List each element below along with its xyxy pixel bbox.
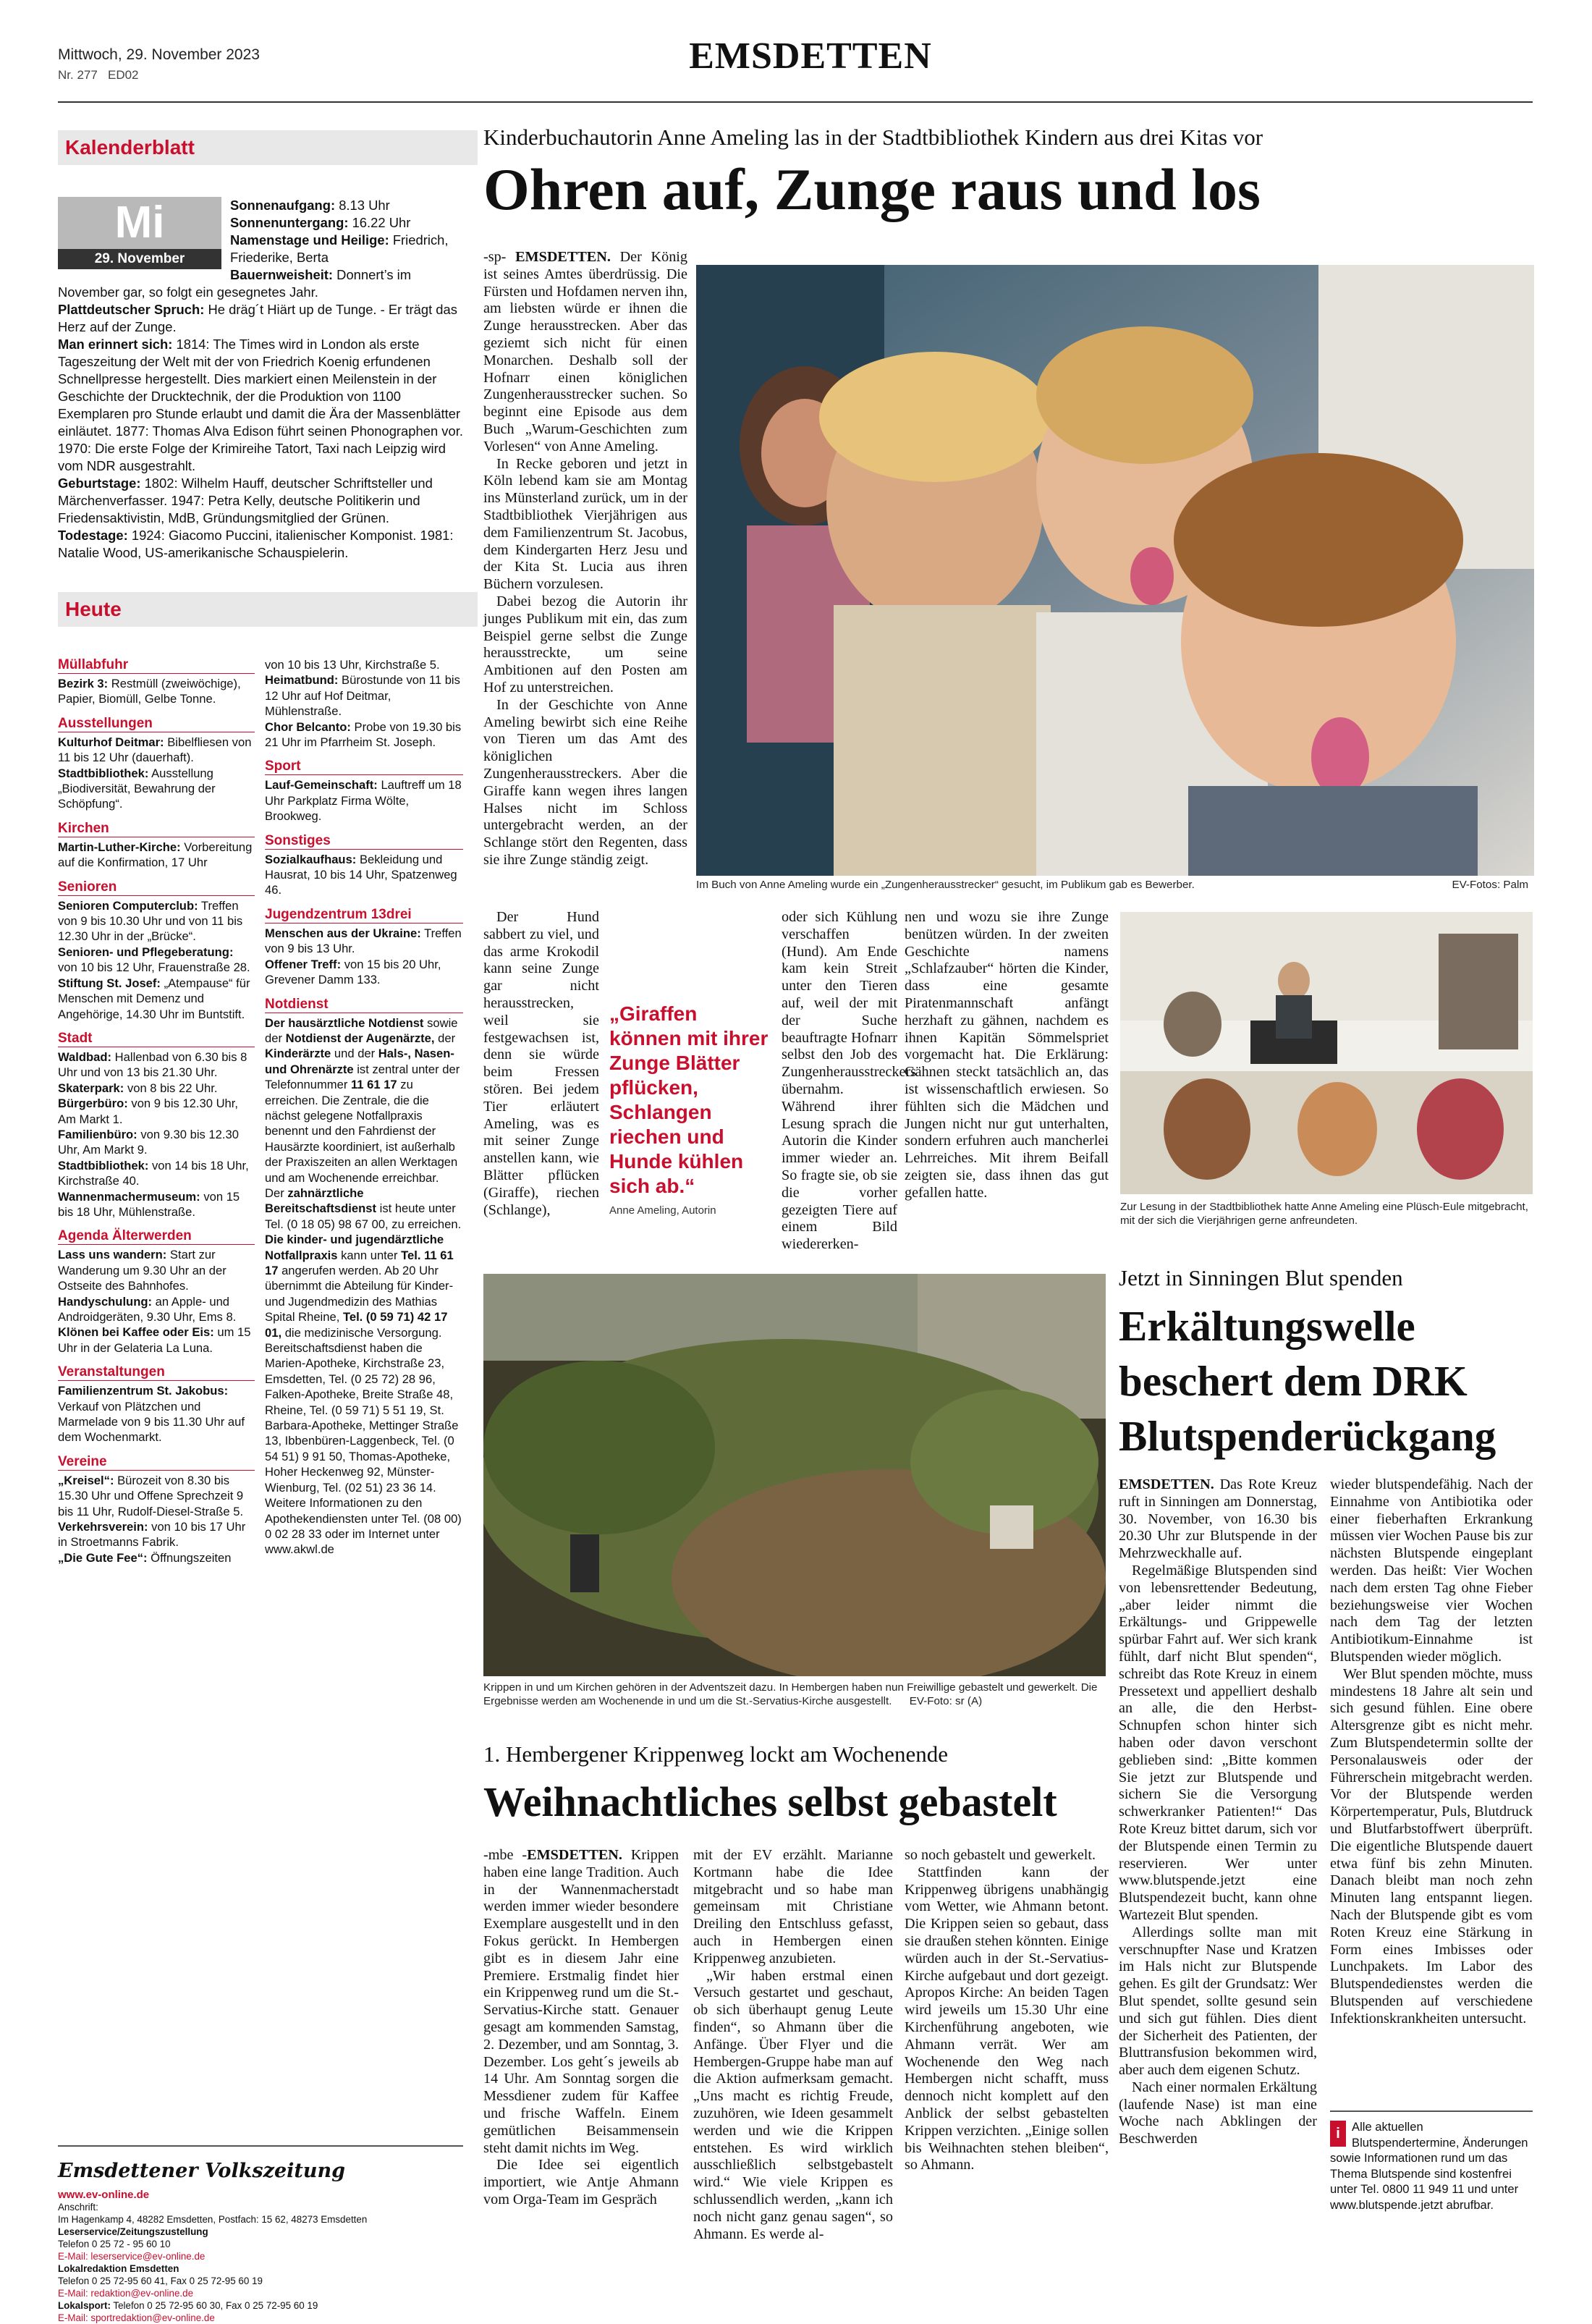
- reading-session-photo: [1120, 912, 1533, 1194]
- section-title: EMSDETTEN: [689, 35, 932, 77]
- pull-quote-author: Anne Ameling, Autorin: [609, 1204, 716, 1217]
- kalenderblatt-body: [58, 197, 463, 562]
- krippe-column-2: mit der EV erzählt. Marianne Kortmann habe die Idee mitgebracht und so habe man gemeinsam mit Christiane Dreiling den Entschluss gefasst, auch in Hembergen einen Krippenweg anzubieten. „Wir haben erstmal einen Versuch gestartet und geschaut, ob sich überhaupt genug Leute finden“, so Ahmann über die Anfänge. Über Flyer und die Hembergen-Gruppe habe man auf die Aktion aufmerksam gemacht. „Uns macht es richtig Freude, zuzuhören, wie Ideen gesammelt werden und wie die Krippen entstehen. Es wird wirklich ausschließlich selbstgebastelt wird.“ Wie viele Krippen es schlussendlich werden, „kann ich noch nicht ganz genau sagen“, so Ahmann. Es werde al-: [693, 1847, 893, 2242]
- photo-caption-1: Im Buch von Anne Ameling wurde ein „Zungenherausstrecker“ gesucht, im Publikum gab es Bewerber. EV-Fotos: Palm: [696, 879, 1528, 891]
- krippe-kicker: 1. Hembergener Krippenweg lockt am Wochenende: [483, 1741, 948, 1767]
- article-headline: Ohren auf, Zunge raus und los: [483, 156, 1261, 222]
- imprint-rule: [58, 2145, 463, 2147]
- children-tongues-photo: [696, 265, 1534, 876]
- pull-quote: [609, 1002, 774, 1217]
- issue-date: Mittwoch, 29. November 2023: [58, 46, 260, 63]
- masthead-dateline: [58, 45, 260, 85]
- info-box: [1330, 2119, 1533, 2213]
- masthead-rule: [58, 101, 1533, 103]
- photo-credit-3: EV-Foto: sr (A): [909, 1695, 983, 1707]
- heute-column-1: Müllabfuhr Bezirk 3: Restmüll (zweiwöchige), Papier, Biomüll, Gelbe Tonne. Ausstellungen Kulturhof Deitmar: Bibelfliesen von 11 bis 12 Uhr (dauerhaft). Stadtbibliothek: Ausstellung „Biodiversität, Bewahrung der Schöpfung“. Kirchen Martin-Luther-Kirche: Vorbereitung auf die Konfirmation, 17 Uhr Senioren Senioren Computerclub: Treffen von 9 bis 10.30 Uhr und von 11 bis 12.30 Uhr in der „Brücke“. Senioren- und Pflegeberatung: von 10 bis 12 Uhr, Frauenstraße 28. Stiftung St. Josef: „Atempause“ für Menschen mit Demenz und Angehörige, 14.30 Uhr im Buntstift. Stadt Waldbad: Hallenbad von 6.30 bis 8 Uhr und von 13 bis 21.30 Uhr. Skaterpark: von 8 bis 22 Uhr. Bürgerbüro: von 9 bis 12.30 Uhr, Am Markt 1. Familienbüro: von 9.30 bis 12.30 Uhr, Am Markt 9. Stadtbibliothek: von 14 bis 18 Uhr, Kirchstraße 40. Wannenmachermuseum: von 15 bis 18 Uhr, Mühlenstraße. Agenda Älterwerden Lass uns wandern: Start zur Wanderung um 9.30 Uhr an der Ostseite des Bahnhofes. Handyschulung: an Apple- und Androidgeräten, 9.30 Uhr, Ems 8. Klönen bei Kaffee oder Eis: um 15 Uhr in der Gelateria La Luna. Veranstaltungen Familienzentrum St. Jakobus: Verkauf von Plätzchen und Marmelade von 9 bis 11.30 Uhr auf dem Wochenmarkt. Vereine „Kreisel“: Bürozeit von 8.30 bis 15.30 Uhr und Offene Sprechzeit 9 bis 11 Uhr, Rudolf-Diesel-Straße 5. Verkehrsverein: von 10 bis 17 Uhr in Stroetmanns Fabrik. „Die Gute Fee“: Öffnungszeiten: [58, 657, 255, 1565]
- article-column-1: -sp- EMSDETTEN. Der König ist seines Amtes überdrüssig. Die Fürsten und Hofdamen nerven ihn, am liebsten würde er ihnen die Zunge herausstrecken. Aber das geziemt sich nicht für einen Monarchen. Deshalb soll der Hofnarr einen königlichen Zungenherausstrecker suchen. So beginnt eine Episode aus dem Buch „Warum-Geschichten zum Vorlesen“ von Anne Ameling. In Recke geboren und jetzt in Köln lebend kam sie am Montag ins Münsterland zurück, um in der Stadtbibliothek Vierjährigen aus dem Familienzentrum St. Jacobus, dem Kindergarten Herz Jesu und der Kita St. Lucia aus ihren Büchern vorzulesen. Dabei bezog die Autorin ihr junges Publikum mit ein, das zum Beispiel gerne selbst die Zunge herausstreckte, um seine Ambitionen auf den Posten am Hof zu unterstreichen. In der Geschichte von Anne Ameling bewirbt sich eine Reihe von Tieren um das Amt des königlichen Zungenherausstreckers. Aber die Giraffe kann wegen ihres langen Halses nicht im Schloss untergebracht werden, an der Schlange stört den Regenten, dass sie ihre Zunge ständig zeigt.: [483, 249, 688, 868]
- blut-kicker: Jetzt in Sinningen Blut spenden: [1119, 1265, 1403, 1290]
- article-column-1-continued: Der Hund sabbert zu viel, und das arme Krokodil kann seine Zunge gar nicht herausstrecken, weil sie festgewachsen ist, denn sie würde beim Fressen stören. Bei jedem Tier erläutert Ameling, was es mit seiner Zunge anstellen kann, wie Blätter pflücken (Giraffe), riechen (Schlange),: [483, 909, 599, 1218]
- photo-caption-2: Zur Lesung in der Stadtbibliothek hatte Anne Ameling eine Plüsch-Eule mitgebracht, mit der sich die Vierjährigen gerne anfreundeten.: [1120, 1201, 1528, 1227]
- calendar-date: 29. November: [58, 249, 221, 269]
- blut-column-1: EMSDETTEN. Das Rote Kreuz ruft in Sinningen am Donnerstag, 30. November, von 16.30 bis 20.30 Uhr zur Blutspende in der Mehrzweckhalle auf. Regelmäßige Blutspenden sind von lebensrettender Bedeutung, „aber leider nimmt die Erkältungs- und Grippewelle spürbar Fahrt auf. Wer sich krank fühlt, darf nicht Blut spenden“, schreibt das Rote Kreuz in einem Pressetext und appelliert deshalb an alle, die den Herbst-Schnupfen schon hinter sich haben oder davon verschont geblieben sind: „Bitte kommen Sie jetzt zur Blutspende und sichern Sie die Versorgung schwerkranker Patienten!“ Das Rote Kreuz bittet darum, sich vor der Blutspende einen Termin zu reservieren. Wer unter www.blutspende.jetzt eine Blutspendezeit bucht, kann ohne Wartezeit Blut spenden. Allerdings sollte man mit verschnupfter Nase und Kratzen im Hals nicht zur Blutspende gehen. Es gilt der Grundsatz: Wer Blut spendet, sollte gesund sein und sich gut fühlen. Dies dient der Sicherheit des Patienten, der Bluttransfusion bekommen wird, aber auch dem eigenen Schutz. Nach einer normalen Erkältung (laufende Nase) ist man eine Woche nach Abklingen der Beschwerden: [1119, 1476, 1317, 2147]
- blut-headline: Erkältungswelle beschert dem DRK Blutspenderückgang: [1119, 1302, 1496, 1460]
- info-icon: i: [1330, 2121, 1346, 2147]
- newspaper-logo: Emsdettener Volkszeitung: [58, 2160, 345, 2182]
- article-column-2: oder sich Kühlung verschaffen (Hund). Am Ende kam kein Streit unter den Tieren auf, weil der mit der Suche beauftragte Hofnarr selbst den Job des Zungenherausstreckers übernahm. Während ihrer Lesung sprach die Autorin die Kinder immer wieder an. So fragte sie, ob sie die vorher gezeigten Tiere auf einem Bild wiedererken-: [782, 909, 917, 1253]
- pull-quote-text: „Giraffen können mit ihrer Zunge Blätter pflücken, Schlangen riechen und Hunde kühlen sich ab.“: [609, 1002, 769, 1197]
- photo-caption-3: Krippen in und um Kirchen gehören in der Adventszeit dazu. In Hembergen haben nun Freiwillige gebastelt und gewerkelt. Die Ergebnisse werden am Wochenende in und um die St.-Servatius-Kirche ausgestellt. EV-Foto: sr (A): [483, 1681, 1098, 1707]
- nativity-scene-photo: [483, 1274, 1106, 1676]
- krippe-headline: Weihnachtliches selbst gebastelt: [483, 1778, 1057, 1825]
- heute-column-2: von 10 bis 13 Uhr, Kirchstraße 5. Heimatbund: Bürostunde von 11 bis 12 Uhr auf Hof Deitmar, Mühlenstraße. Chor Belcanto: Probe von 19.30 bis 21 Uhr im Pfarrheim St. Joseph. Sport Lauf-Gemeinschaft: Lauftreff um 18 Uhr Parkplatz Firma Wölte, Brookweg. Sonstiges Sozialkaufhaus: Bekleidung und Hausrat, 10 bis 14 Uhr, Spatzenweg 46. Jugendzentrum 13drei Menschen aus der Ukraine: Treffen von 9 bis 13 Uhr. Offener Treff: von 15 bis 20 Uhr, Grevener Damm 133. Notdienst Der hausärztliche Notdienst sowie der Notdienst der Augenärzte, der Kinderärzte und der Hals-, Nasen- und Ohrenärzte ist zentral unter der Telefonnummer 11 61 17 zu erreichen. Die Zentrale, die die nächst gelegene Notfallpraxis benennt und den Fahrdienst der Hausärzte koordiniert, ist außerhalb der Praxiszeiten an allen Werktagen und am Wochenende erreichbar. Der zahnärztliche Bereitschaftsdienst ist heute unter Tel. (0 18 05) 98 67 00, zu erreichen. Die kinder- und jugendärztliche Notfallpraxis kann unter Tel. 11 61 17 angerufen werden. Ab 20 Uhr übernimmt die Abteilung für Kinder- und Jugendmedizin des Mathias Spital Rheine, Tel. (0 59 71) 42 17 01, die medizinische Versorgung. Bereitschaftsdienst haben die Marien-Apotheke, Kirchstraße 23, Emsdetten, Tel. (0 25 72) 28 96, Falken-Apotheke, Breite Straße 48, Rheine, Tel. (0 59 71) 5 51 19, St. Barbara-Apotheke, Mettinger Straße 13, Ibbenbüren-Laggenbeck, Tel. (0 54 51) 9 91 50, Thomas-Apotheke, Hoher Heckenweg 92, Münster-Wienburg, Tel. (02 51) 23 36 14. Weitere Informationen zu den Apothekendiensten unter Tel. (08 00) 0 02 28 33 oder im Internet unter www.akwl.de: [265, 657, 463, 1558]
- blut-column-2: wieder blutspendefähig. Nach der Einnahme von Antibiotika oder einer fieberhaften Erkrankung müssen vier Wochen Pause bis zur nächsten Blutspende eingeplant werden. Das heißt: Vier Wochen nach dem ersten Tag ohne Fieber beziehungsweise vier Wochen nach dem Tag der letzten Antibiotikum-Einnahme ist Blutspenden wieder möglich. Wer Blut spenden möchte, muss mindestens 18 Jahre alt sein und sich gesund fühlen. Eine obere Altersgrenze gibt es nicht mehr. Zum Blutspendetermin sollte der Personalausweis oder der Führerschein mitgebracht werden. Vor der Blutspende werden Körpertemperatur, Puls, Blutdruck und Blutfarbstoffwert überprüft. Die eigentliche Blutspende dauert etwa fünf bis zehn Minuten. Danach bleibt man noch zehn Minuten lang entspannt liegen. Nach der Blutspende gibt es vom Roten Kreuz eine Stärkung in Form eines Imbisses oder Lunchpakets. Im Labor des Blutspendedienstes werden die Blutspenden auf verschiedene Infektionskrankheiten untersucht.: [1330, 1476, 1533, 2027]
- website-link[interactable]: www.ev-online.de: [58, 2189, 150, 2201]
- calendar-date-box: [58, 197, 221, 269]
- photo-credit-1: EV-Fotos: Palm: [1452, 879, 1528, 891]
- info-rule: [1330, 2110, 1533, 2112]
- imprint-text: Anschrift: Im Hagenkamp 4, 48282 Emsdetten, Postfach: 15 62, 48273 Emsdetten Leserservice/Zeitungszustellung Telefon 0 25 72 - 95 60 10 E-Mail: leserservice@ev-online.de Lokalredaktion Emsdetten Telefon 0 25 72-95 60 41, Fax 0 25 72-95 60 19 E-Mail: redaktion@ev-online.de Lokalsport: Telefon 0 25 72-95 60 30, Fax 0 25 72-95 60 19 E-Mail: sportredaktion@ev-online.de: [58, 2202, 368, 2323]
- kalenderblatt-text: Sonnenaufgang: 8.13 Uhr Sonnenuntergang: 16.22 Uhr Namenstage und Heilige: Friedrich, Friederike, Berta Bauernweisheit: Donnert’s im November gar, so folgt ein gesegnetes Jahr. Plattdeutscher Spruch: He dräg´t Hiärt up de Tunge. - Er trägt das Herz auf der Zunge. Man erinnert sich: 1814: The Times wird in London als erste Tageszeitung der Welt mit der von Friedrich Koenig erfundenen Schnellpresse hergestellt. Dies markiert einen Meilenstein in der Geschichte der Drucktechnik, der die Produktion von 1100 Exemplaren pro Stunde erlaubt und damit die Ära der Massenblätter einläutet. 1877: Thomas Alva Edison führt seinen Phonographen vor. 1970: Die erste Folge der Krimireihe Tatort, Taxi nach Leipzig wird vom NDR ausgestrahlt. Geburtstage: 1802: Wilhelm Hauff, deutscher Schriftsteller und Märchenverfasser. 1947: Petra Kelly, deutsche Politikerin und Friedensaktivistin, MdB, Gründungsmitglied der Grünen. Todestage: 1924: Giacomo Puccini, italienischer Komponist. 1981: Natalie Wood, US-amerikanische Schauspielerin.: [58, 198, 463, 560]
- imprint: [58, 2189, 463, 2324]
- weekday-abbr: Mi: [58, 197, 221, 249]
- kalenderblatt-header: Kalenderblatt: [58, 130, 478, 165]
- krippe-column-3: so noch gebastelt und gewerkelt. Stattfinden kann der Krippenweg übrigens unabhängig vom Wetter, wie Ahmann betont. Die Krippen seien so gebaut, dass sie draußen stehen könnten. Einige würden auch in der St.-Servatius-Kirche aufgebaut und dort gezeigt. Apropos Kirche: An beiden Tagen wird jeweils um 15.30 Uhr eine Kirchenführung angeboten, wie Ahmann verrät. Wer am Wochenende den Weg nach Hembergen nicht schafft, muss dennoch nicht komplett auf den Anblick der selbst gebastelten Krippen verzichten. „Einige sollen bis Weihnachten stehen bleiben“, so Ahmann.: [905, 1847, 1109, 2173]
- heute-header: Heute: [58, 592, 478, 627]
- info-text: Alle aktuellen Blutspendertermine, Änderungen sowie Informationen rund um das Thema Blutspende sind kostenfrei unter Tel. 0800 11 949 11 und unter www.blutspende.jetzt abrufbar.: [1330, 2120, 1528, 2212]
- issue-number: Nr. 277 ED02: [58, 68, 139, 82]
- krippe-column-1: -mbe -EMSDETTEN. Krippen haben eine lange Tradition. Auch in der Wannenmacherstadt werden immer wieder besondere Exemplare ausgestellt und in den Fokus gerückt. In Hembergen gibt es in diesem Jahr eine Premiere. Erstmalig findet hier ein Krippenweg rund um die St.-Servatius-Kirche statt. Genauer gesagt am kommenden Samstag, 2. Dezember, und am Sonntag, 3. Dezember. Los geht´s jeweils ab 14 Uhr. Am Sonntag sorgen die Messdiener zudem für Kaffee und frische Waffeln. Einem gemütlichen Beisammensein steht damit nichts im Weg. Die Idee sei eigentlich importiert, wie Antje Ahmann vom Orga-Team im Gespräch: [483, 1847, 679, 2207]
- article-kicker: Kinderbuchautorin Anne Ameling las in der Stadtbibliothek Kindern aus drei Kitas vor: [483, 124, 1263, 150]
- article-column-3: nen und wozu sie ihre Zunge benützen würden. In der zweiten Geschichte namens „Schlafzauber“ hörten die Kinder, dass eine gesamte Piratenmannschaft anfängt herzhaft zu gähnen, nachdem es ihnen Kapitän Sömmelspriet vorgemacht hat. Die Erklärung: Gähnen steckt tatsächlich an, das ist wissenschaftlich erwiesen. So fühlten sich die Mädchen und Jungen nicht nur gut unterhalten, sondern erfuhren auch mancherlei Lehrreiches. Mit ihrem Beifall zeigten sie, dass ihnen das gut gefallen hatte.: [905, 909, 1109, 1201]
